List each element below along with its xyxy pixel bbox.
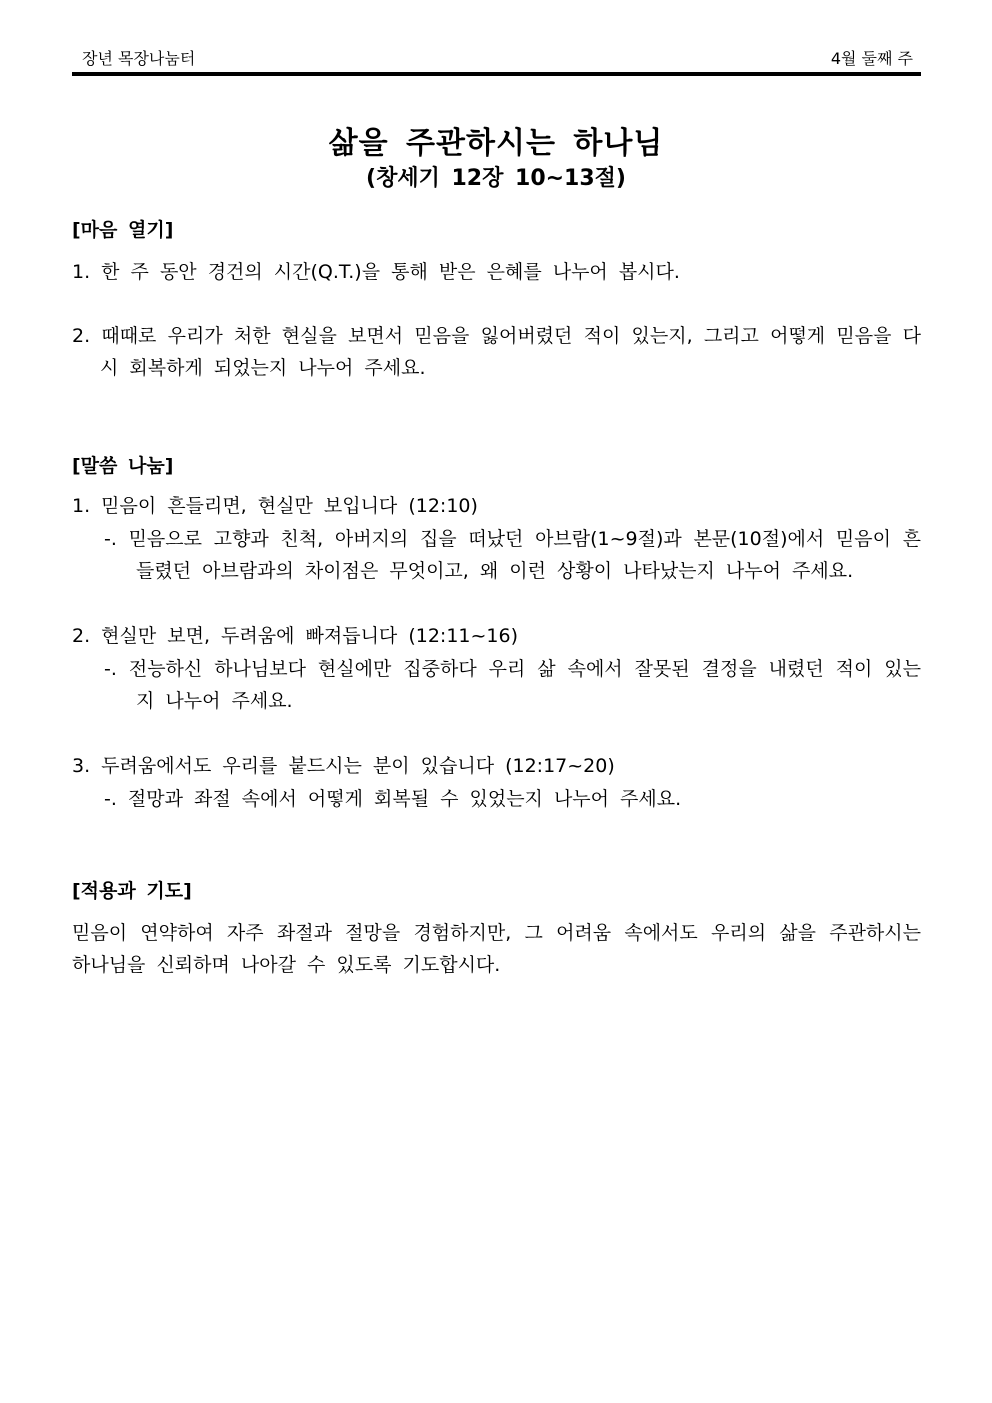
section-heading-application-prayer: [적용과 기도] [72,880,192,902]
sharing-point-1-question: -. 믿음으로 고향과 친척, 아버지의 집을 떠났던 아브람(1~9절)과 본문(10절)에서 믿음이 흔들렸던 아브람과의 차이점은 무엇이고, 왜 이런 상황이 나타났는지 나누어 주세요. [104,528,921,582]
opening-question-2: 2. 때때로 우리가 처한 현실을 보면서 믿음을 잃어버렸던 적이 있는지, 그리고 어떻게 믿음을 다시 회복하게 되었는지 나누어 주세요. [72,325,921,379]
section-heading-word-sharing: [말씀 나눔] [72,455,174,477]
sharing-point-1-title: 1. 믿음이 흔들리면, 현실만 보입니다 (12:10) [72,495,478,517]
header-week-label: 4월 둘째 주 [830,49,913,68]
sharing-point-2-title: 2. 현실만 보면, 두려움에 빠져듭니다 (12:11~16) [72,625,518,647]
page-header [72,44,921,70]
sharing-point-3-title: 3. 두려움에서도 우리를 붙드시는 분이 있습니다 (12:17~20) [72,755,615,777]
opening-question-1: 1. 한 주 동안 경건의 시간(Q.T.)을 통해 받은 은혜를 나누어 봅시다. [72,261,680,283]
sharing-point-3-question: -. 절망과 좌절 속에서 어떻게 회복될 수 있었는지 나누어 주세요. [104,788,682,810]
application-prayer-text: 믿음이 연약하여 자주 좌절과 절망을 경험하지만, 그 어려움 속에서도 우리의 삶을 주관하시는 하나님을 신뢰하며 나아갈 수 있도록 기도합시다. [72,922,921,976]
page-title: 삶을 주관하시는 하나님 [328,126,664,161]
header-group-name: 장년 목장나눔터 [82,49,196,68]
section-heading-opening: [마음 열기] [72,219,174,241]
sharing-point-2-question: -. 전능하신 하나님보다 현실에만 집중하다 우리 삶 속에서 잘못된 결정을 내렸던 적이 있는지 나누어 주세요. [104,658,921,712]
header-divider [72,72,921,76]
scripture-reference: (창세기 12장 10~13절) [366,166,626,191]
